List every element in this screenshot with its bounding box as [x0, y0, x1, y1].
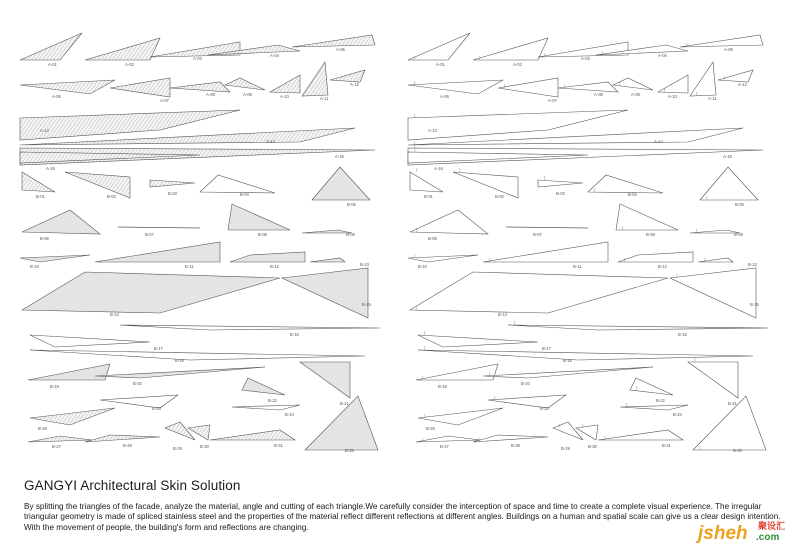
- triangle-b-26-outline: [418, 408, 503, 425]
- triangle-b-27-outline: [416, 436, 480, 442]
- triangle-b-10-outline: [408, 255, 478, 262]
- triangle-label: B-10: [30, 264, 39, 269]
- triangle-label: B-26: [38, 426, 47, 431]
- triangle-b-13-outline: [698, 258, 733, 262]
- triangle-label: A-02: [125, 62, 134, 67]
- triangle-b-21: [300, 362, 350, 398]
- triangle-label: B-30: [588, 444, 597, 449]
- triangle-b-21-outline: [688, 362, 738, 398]
- triangle-label: B-06: [428, 236, 437, 241]
- triangle-label: A-03: [193, 56, 202, 61]
- triangle-label: B-18: [563, 358, 572, 363]
- triangle-label: A-12: [350, 82, 359, 87]
- triangle-b-05-outline: [700, 167, 758, 200]
- triangle-label: B-11: [573, 264, 582, 269]
- triangle-b-12-outline: [618, 252, 693, 262]
- angle-mark: [416, 168, 417, 172]
- angle-mark: [424, 346, 425, 350]
- triangle-b-17: [30, 335, 150, 347]
- angle-mark: [459, 168, 460, 172]
- triangle-b-20: [95, 367, 265, 378]
- triangle-label: B-17: [542, 346, 551, 351]
- triangle-label: B-04: [240, 192, 249, 197]
- triangle-a-08: [170, 82, 230, 92]
- triangle-label: A-07: [548, 98, 557, 103]
- triangle-label: B-15: [362, 302, 371, 307]
- triangle-b-28-outline: [473, 435, 548, 442]
- triangle-b-05: [312, 167, 370, 200]
- triangle-b-18: [30, 350, 365, 360]
- triangle-label: B-24: [673, 412, 682, 417]
- triangle-label: A-03: [581, 56, 590, 61]
- triangle-label: B-16: [290, 332, 299, 337]
- triangle-b-11: [95, 242, 220, 262]
- triangle-a-02-outline: [473, 38, 548, 60]
- triangle-b-16: [120, 325, 380, 330]
- triangle-a-07-outline: [498, 78, 558, 97]
- triangle-b-20-outline: [483, 367, 653, 378]
- triangle-label: B-13: [748, 262, 757, 267]
- angle-mark: [514, 321, 515, 325]
- triangle-b-03: [150, 180, 195, 187]
- brand-logo: [698, 521, 798, 547]
- triangle-label: B-03: [556, 191, 565, 196]
- triangle-b-27: [28, 436, 92, 442]
- triangle-label: A-15: [723, 154, 732, 159]
- triangle-a-07: [110, 78, 170, 97]
- triangle-label: A-16: [434, 166, 443, 171]
- triangle-label: B-12: [270, 264, 279, 269]
- triangle-a-06: [20, 80, 115, 94]
- triangle-label: B-13: [360, 262, 369, 267]
- angle-mark: [544, 176, 545, 180]
- triangle-b-01: [22, 172, 55, 192]
- triangle-b-06-outline: [410, 210, 488, 234]
- triangle-b-15-outline: [670, 268, 756, 318]
- brand-suffix: .com: [756, 532, 780, 543]
- triangle-label: B-22: [268, 398, 277, 403]
- triangle-b-14-outline: [410, 272, 668, 313]
- triangle-label: B-27: [440, 444, 449, 449]
- triangle-label: B-18: [175, 358, 184, 363]
- triangle-label: B-09: [346, 232, 355, 237]
- triangle-label: A-01: [436, 62, 445, 67]
- triangle-b-07: [118, 227, 200, 228]
- angle-mark: [414, 114, 415, 118]
- caption-title: GANGYI Architectural Skin Solution: [24, 478, 241, 493]
- triangle-label: B-11: [185, 264, 194, 269]
- triangle-a-10-outline: [658, 75, 688, 93]
- triangle-a-11-outline: [690, 62, 716, 96]
- triangle-label: B-17: [154, 346, 163, 351]
- triangle-label: A-10: [668, 94, 677, 99]
- triangle-a-11: [302, 62, 328, 96]
- triangle-label: B-06: [40, 236, 49, 241]
- triangle-a-12: [330, 70, 365, 82]
- triangle-a-09-outline: [613, 78, 653, 90]
- triangle-a-08-outline: [558, 82, 618, 92]
- triangle-label: A-04: [270, 53, 279, 58]
- triangle-label: A-05: [724, 47, 733, 52]
- triangle-label: B-23: [540, 406, 549, 411]
- triangle-label: B-10: [418, 264, 427, 269]
- angle-mark: [694, 358, 695, 362]
- triangle-a-02: [85, 38, 160, 60]
- triangle-label: B-05: [735, 202, 744, 207]
- triangle-label: B-04: [628, 192, 637, 197]
- brand-cn: 聚设汇: [758, 521, 786, 531]
- triangle-b-04-outline: [588, 175, 663, 193]
- triangle-label: A-04: [658, 53, 667, 58]
- triangle-label: A-05: [336, 47, 345, 52]
- triangle-b-02: [65, 172, 130, 198]
- triangle-b-15: [282, 268, 368, 318]
- triangle-b-12: [230, 252, 305, 262]
- triangle-b-07-outline: [506, 227, 588, 228]
- triangle-label: B-02: [495, 194, 504, 199]
- triangle-b-24-outline: [620, 405, 688, 410]
- triangle-b-19: [28, 364, 110, 380]
- triangle-label: A-16: [46, 166, 55, 171]
- triangle-label: B-12: [658, 264, 667, 269]
- triangle-label: A-06: [440, 94, 449, 99]
- triangle-label: B-21: [728, 401, 737, 406]
- triangle-label: A-13: [40, 128, 49, 133]
- triangle-a-06-outline: [408, 80, 503, 94]
- triangle-label: B-21: [340, 401, 349, 406]
- triangle-label: A-14: [266, 139, 275, 144]
- triangle-label: B-31: [274, 443, 283, 448]
- triangle-a-12-outline: [718, 70, 753, 82]
- triangle-a-03-outline: [538, 42, 628, 57]
- triangle-b-04: [200, 175, 275, 193]
- triangle-b-09: [302, 230, 352, 233]
- triangle-label: B-01: [36, 194, 45, 199]
- triangle-label: B-03: [168, 191, 177, 196]
- triangle-b-23: [100, 395, 178, 408]
- triangle-b-26: [30, 408, 115, 425]
- triangle-label: A-06: [52, 94, 61, 99]
- triangle-b-29: [165, 422, 195, 440]
- triangle-label: B-14: [110, 312, 119, 317]
- angle-mark: [414, 254, 415, 258]
- triangle-label: A-07: [160, 98, 169, 103]
- triangle-b-22: [242, 378, 285, 395]
- triangle-label: B-27: [52, 444, 61, 449]
- triangle-a-09: [225, 78, 265, 90]
- triangle-b-10: [20, 255, 90, 262]
- triangle-b-31-outline: [598, 430, 683, 440]
- triangle-label: A-12: [738, 82, 747, 87]
- triangle-label: B-28: [511, 443, 520, 448]
- triangle-label: A-10: [280, 94, 289, 99]
- triangle-b-29-outline: [553, 422, 583, 440]
- triangle-label: B-22: [656, 398, 665, 403]
- triangle-label: B-05: [347, 202, 356, 207]
- triangle-label: A-11: [320, 96, 329, 101]
- triangle-label: B-08: [258, 232, 267, 237]
- triangle-label: B-01: [424, 194, 433, 199]
- triangle-a-01-outline: [408, 33, 470, 60]
- triangle-label: B-08: [646, 232, 655, 237]
- triangle-b-13: [310, 258, 345, 262]
- triangle-b-23-outline: [488, 395, 566, 408]
- triangle-a-03: [150, 42, 240, 57]
- triangle-label: B-25: [345, 448, 354, 453]
- triangle-label: A-11: [708, 96, 717, 101]
- triangle-b-02-outline: [453, 172, 518, 198]
- triangle-b-19-outline: [416, 364, 498, 380]
- triangle-label: A-09: [243, 92, 252, 97]
- triangle-b-09-outline: [690, 230, 740, 233]
- triangle-b-24: [232, 405, 300, 410]
- caption-body: By splitting the triangles of the facade, analyze the material, angle and cutting of each triangle.We carefully consider the interception of space and time to create a complete visual experience. The irregular triangular geometry is made of spliced stainless steel and the properties of the material reflect different reflections at different angles. Buildings on a human and spatial scale can give us a clear design intention. With the movement of people, the building's form and reflections are changing.: [24, 502, 781, 532]
- triangle-a-05-outline: [680, 35, 763, 47]
- triangle-label: B-30: [200, 444, 209, 449]
- brand-name: jsheh: [698, 523, 748, 544]
- triangle-label: B-16: [678, 332, 687, 337]
- triangle-label: B-28: [123, 443, 132, 448]
- triangle-label: B-26: [426, 426, 435, 431]
- triangle-label: B-09: [734, 232, 743, 237]
- triangle-label: A-02: [513, 62, 522, 67]
- triangle-b-08-outline: [616, 204, 678, 230]
- triangle-label: A-01: [48, 62, 57, 67]
- triangle-label: B-29: [561, 446, 570, 451]
- triangle-b-01-outline: [410, 172, 443, 192]
- triangle-a-05: [292, 35, 375, 47]
- triangle-b-08: [228, 204, 290, 230]
- triangle-label: A-08: [594, 92, 603, 97]
- right-panel-outlines: [408, 33, 768, 453]
- triangle-label: B-29: [173, 446, 182, 451]
- triangle-a-10: [270, 75, 300, 93]
- triangle-label: B-19: [438, 384, 447, 389]
- triangle-label: A-14: [654, 139, 663, 144]
- triangle-a-01: [20, 33, 82, 60]
- triangle-label: B-15: [750, 302, 759, 307]
- triangle-label: A-15: [335, 154, 344, 159]
- triangle-label: A-08: [206, 92, 215, 97]
- triangle-label: B-07: [145, 232, 154, 237]
- triangle-label: B-25: [733, 448, 742, 453]
- triangle-b-16-outline: [508, 325, 768, 330]
- left-panel-hatched: [20, 33, 380, 453]
- triangle-label: B-24: [285, 412, 294, 417]
- triangle-b-06: [22, 210, 100, 234]
- caption-block: [24, 478, 784, 533]
- triangle-b-17-outline: [418, 335, 538, 347]
- angle-mark: [424, 331, 425, 335]
- triangle-b-28: [85, 435, 160, 442]
- triangle-label: A-13: [428, 128, 437, 133]
- triangle-label: B-07: [533, 232, 542, 237]
- triangle-b-18-outline: [418, 350, 753, 360]
- triangle-b-11-outline: [483, 242, 608, 262]
- triangle-label: B-20: [521, 381, 530, 386]
- triangle-label: B-23: [152, 406, 161, 411]
- angle-mark: [626, 403, 627, 407]
- triangle-label: B-02: [107, 194, 116, 199]
- triangle-b-14: [22, 272, 280, 313]
- triangle-label: B-14: [498, 312, 507, 317]
- triangle-label: B-19: [50, 384, 59, 389]
- triangle-label: A-09: [631, 92, 640, 97]
- triangle-label: B-20: [133, 381, 142, 386]
- triangle-b-03-outline: [538, 180, 583, 187]
- triangle-b-31: [210, 430, 295, 440]
- triangle-label: B-31: [662, 443, 671, 448]
